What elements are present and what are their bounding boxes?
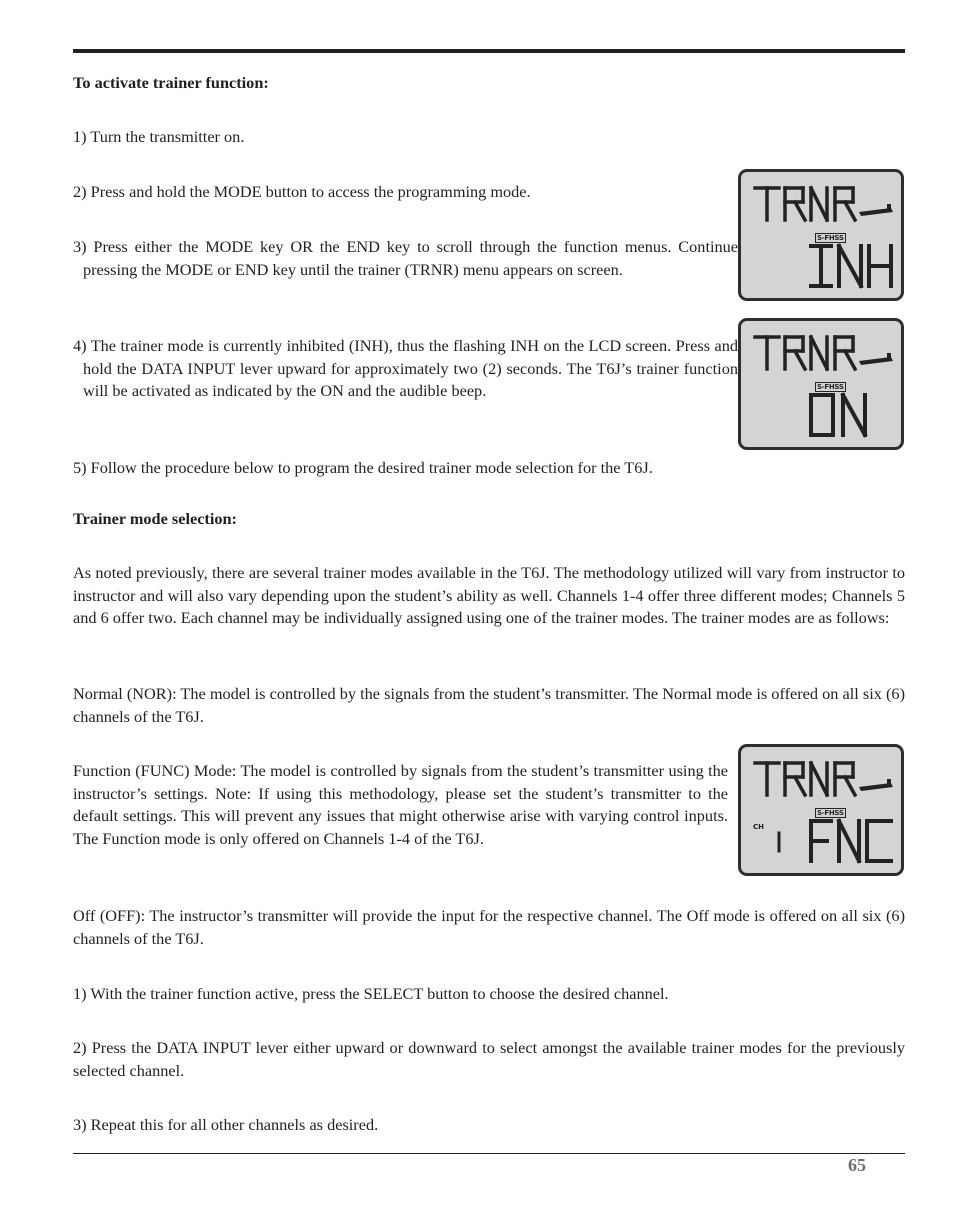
lcd-badge: S-FHSS <box>817 809 844 817</box>
page-number: 65 <box>848 1155 866 1175</box>
mode-function: Function (FUNC) Mode: The model is controlled by signals from the student’s transmitter using the instructor’s settings. Note: If using this methodology, please set the student’s transmitter to the default settings. This will prevent any issues that might otherwise arise with varying control inputs. The Function mode is only offered on Channels 1-4 of the T6J. <box>73 761 728 848</box>
lcd-screen-on <box>738 318 904 450</box>
bottom-rule <box>73 1153 905 1154</box>
lcd-top-trnr <box>755 188 855 220</box>
airplane-icon <box>859 353 893 365</box>
lcd-value-inh <box>811 246 891 286</box>
mode-off: Off (OFF): The instructor’s transmitter will provide the input for the respective channel. The Off mode is offered on all six (6) channels of the T6J. <box>73 906 905 948</box>
lcd-badge: S-FHSS <box>817 234 844 242</box>
activate-step-4: 4) The trainer mode is currently inhibited (INH), thus the flashing INH on the LCD screen. Press and hold the DATA INPUT lever upward for approximately two (2) seconds. The T6J’s trainer function will be activated as indicated by the ON and the audible beep. <box>73 336 738 400</box>
activate-step-3: 3) Press either the MODE key OR the END key to scroll through the function menus. Continue pressing the MODE or END key until the trainer (TRNR) menu appears on screen. <box>73 237 738 279</box>
activate-step-5: 5) Follow the procedure below to program the desired trainer mode selection for the T6J. <box>73 458 653 477</box>
airplane-icon <box>859 204 893 216</box>
selection-intro: As noted previously, there are several trainer modes available in the T6J. The methodology utilized will vary from instructor to instructor and will also vary depending upon the student’s ability as well. Channels 1-4 offer three different modes; Channels 5 and 6 offer two. Each channel may be individually assigned using one of the trainer modes. The trainer modes are as follows: <box>73 563 905 627</box>
selection-step-3: 3) Repeat this for all other channels as desired. <box>73 1115 379 1134</box>
activate-step-1: 1) Turn the transmitter on. <box>73 127 245 146</box>
lcd-screen-inh <box>738 169 904 301</box>
lcd-ch-label: CH <box>753 823 764 831</box>
lcd-badge: S-FHSS <box>817 383 844 391</box>
activate-step-2: 2) Press and hold the MODE button to access the programming mode. <box>73 182 531 201</box>
lcd-top-trnr <box>755 337 855 369</box>
airplane-icon <box>859 779 893 791</box>
selection-step-2: 2) Press the DATA INPUT lever either upward or downward to select amongst the available trainer modes for the previously selected channel. <box>73 1038 905 1080</box>
top-rule <box>73 49 905 53</box>
lcd-value-on <box>811 395 865 435</box>
lcd-value-fnc <box>811 821 891 861</box>
mode-normal: Normal (NOR): The model is controlled by the signals from the student’s transmitter. The Normal mode is offered on all six (6) channels of the T6J. <box>73 684 905 726</box>
activate-heading: To activate trainer function: <box>73 73 269 92</box>
lcd-screen-fnc <box>738 744 904 876</box>
selection-heading: Trainer mode selection: <box>73 509 237 528</box>
selection-step-1: 1) With the trainer function active, press the SELECT button to choose the desired channel. <box>73 984 669 1003</box>
lcd-top-trnr <box>755 763 855 795</box>
